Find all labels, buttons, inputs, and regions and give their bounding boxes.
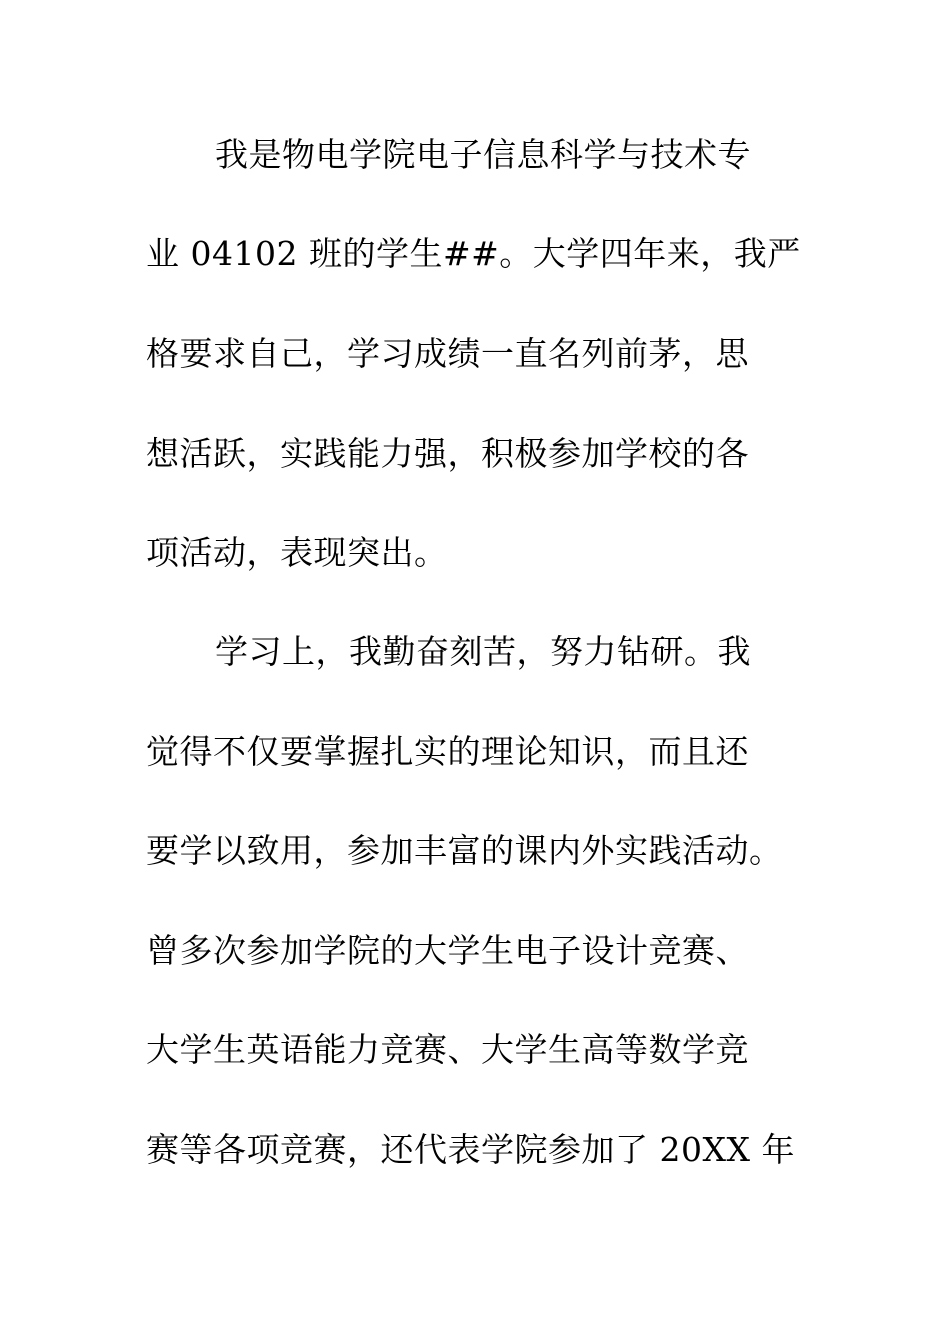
- paragraph-2-line-4: 曾多次参加学院的大学生电子设计竞赛、: [146, 931, 749, 970]
- paragraph-1-line-4: 想活跃，实践能力强，积极参加学校的各: [146, 434, 749, 473]
- paragraph-1-line-5: 项活动，表现突出。: [146, 533, 448, 572]
- paragraph-2-line-6: 赛等各项竞赛，还代表学院参加了 20XX 年: [146, 1130, 795, 1169]
- paragraph-1-line-2: 业 04102 班的学生##。大学四年来，我严: [146, 234, 801, 273]
- paragraph-2-line-3: 要学以致用，参加丰富的课内外实践活动。: [146, 831, 783, 870]
- paragraph-1-line-1: 我是物电学院电子信息科学与技术专: [215, 135, 751, 174]
- paragraph-2-line-5: 大学生英语能力竞赛、大学生高等数学竞: [146, 1030, 749, 1069]
- paragraph-1-line-3: 格要求自己，学习成绩一直名列前茅，思: [146, 334, 749, 373]
- paragraph-2-line-2: 觉得不仅要掌握扎实的理论知识，而且还: [146, 732, 749, 771]
- paragraph-2-line-1: 学习上，我勤奋刻苦，努力钻研。我: [215, 632, 751, 671]
